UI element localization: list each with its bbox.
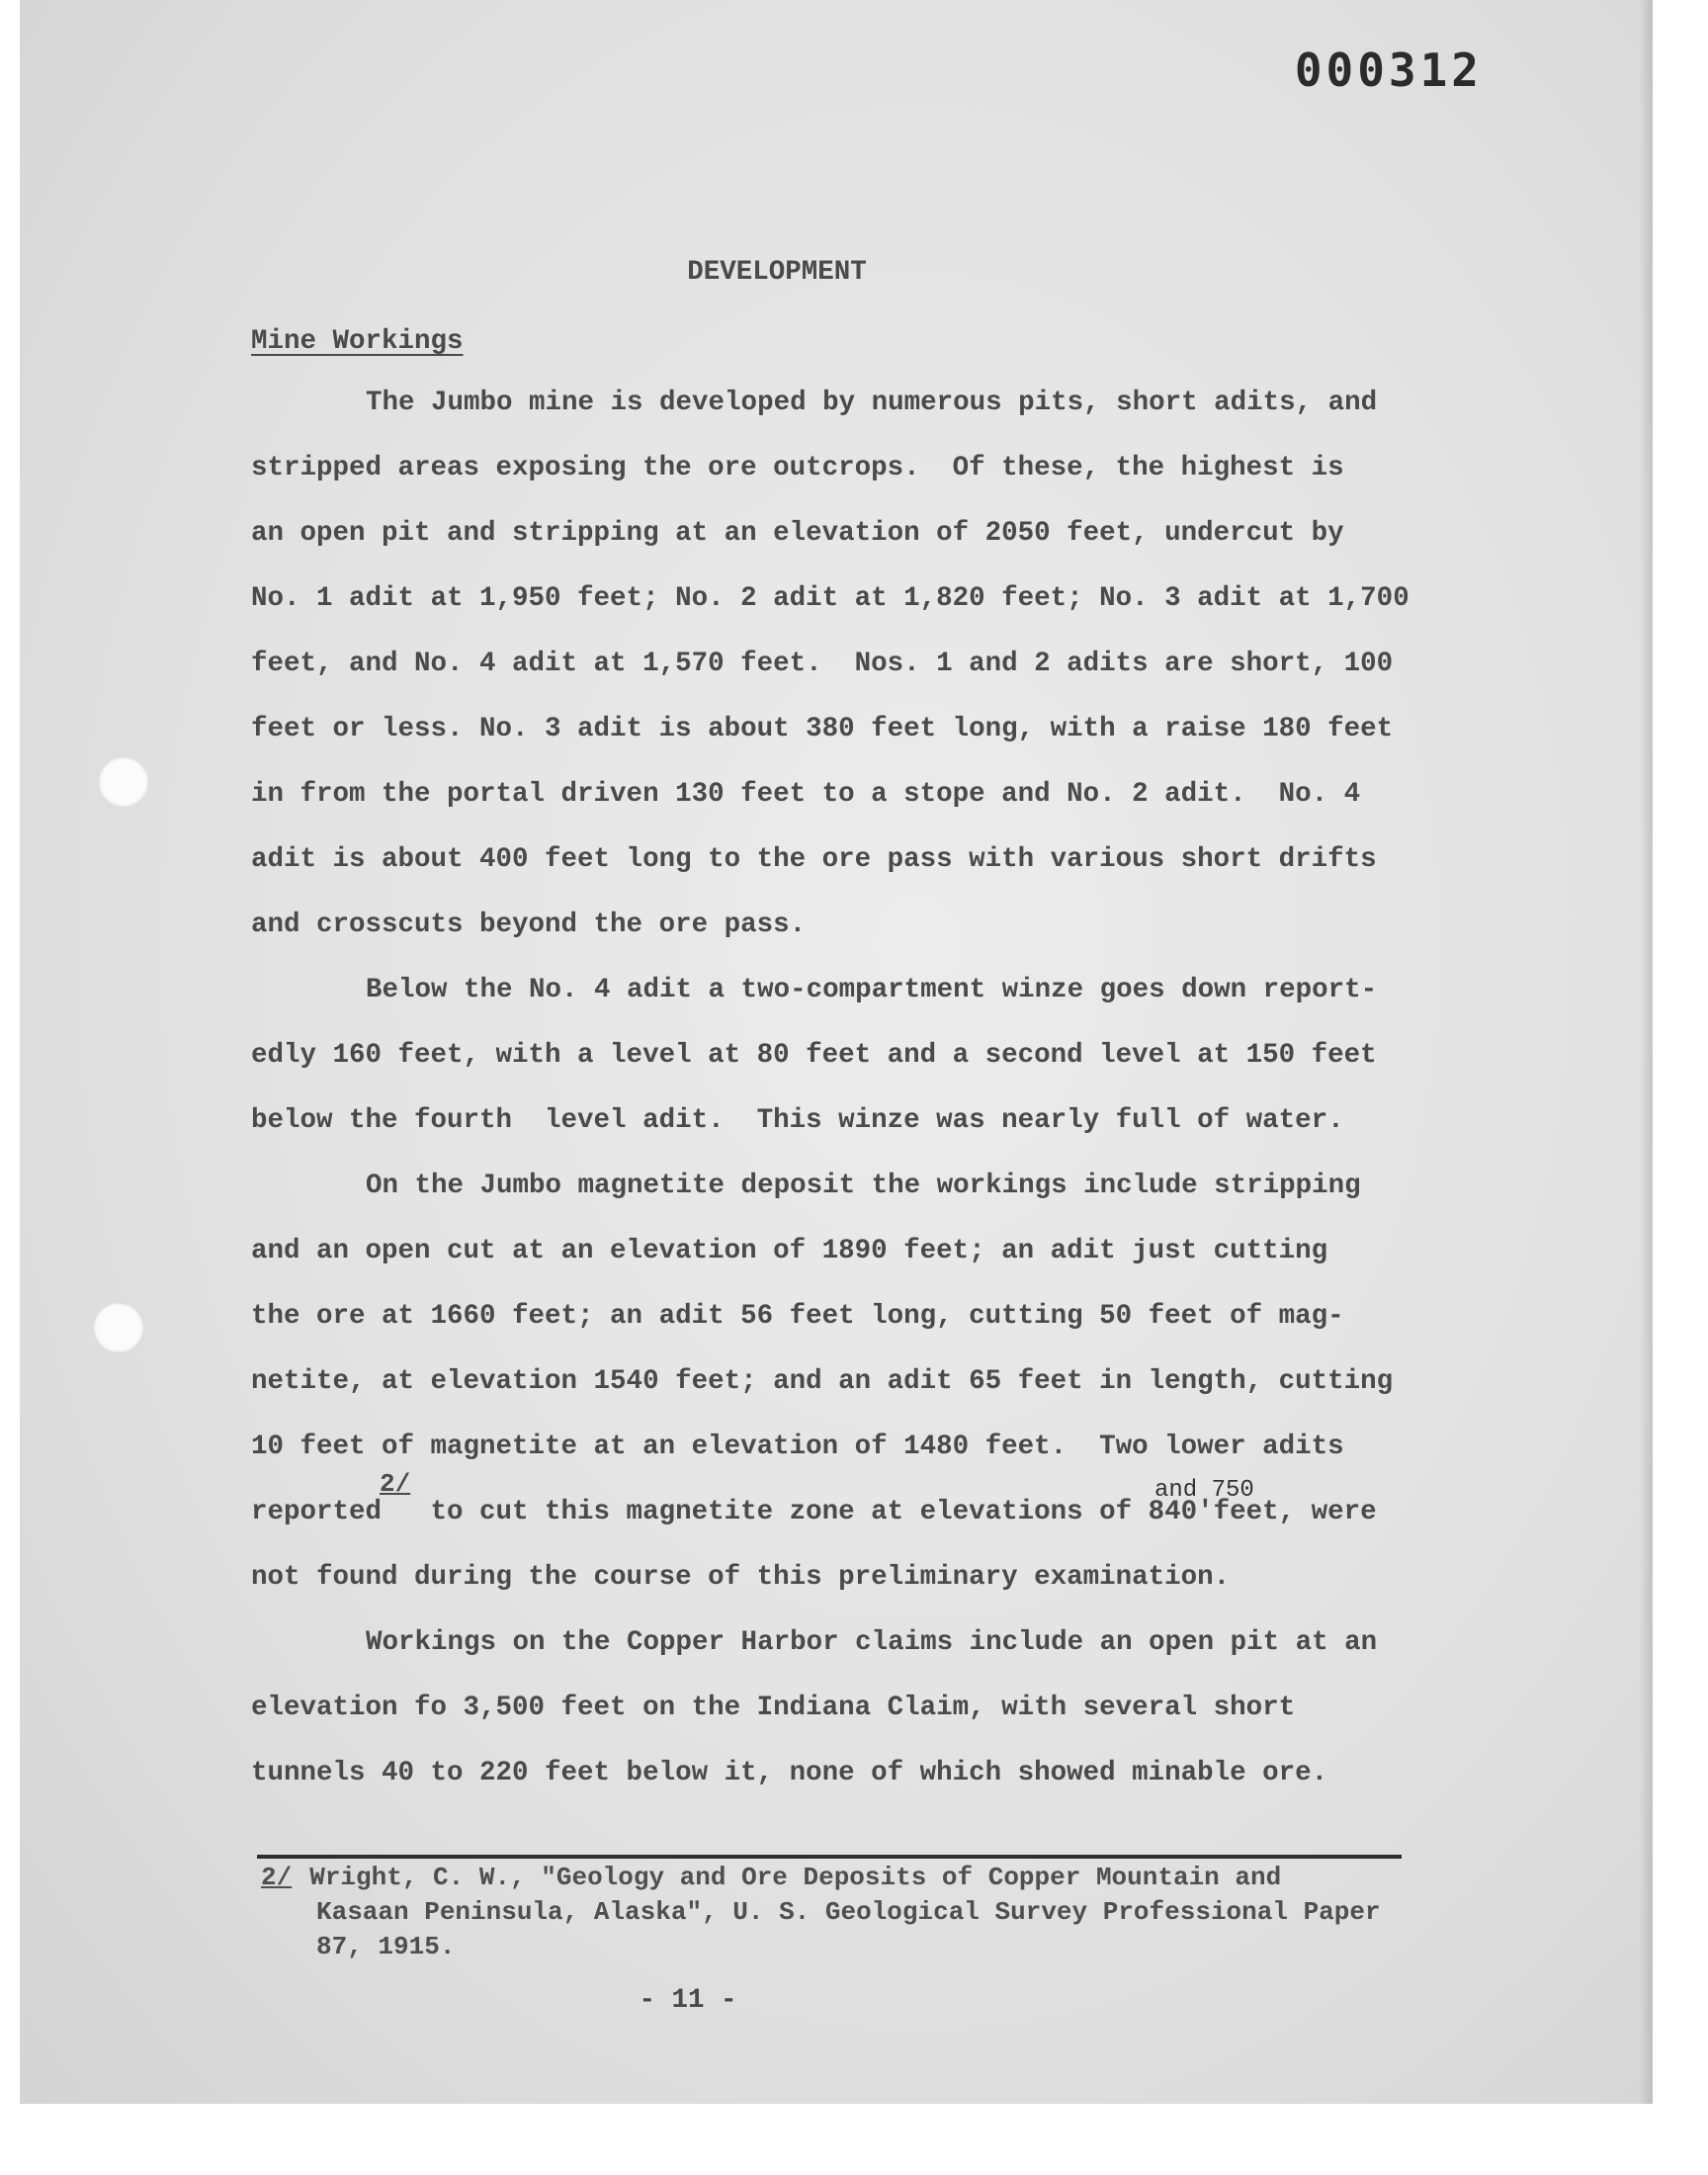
text-line: netite, at elevation 1540 feet; and an adit 65 feet in length, cutting bbox=[251, 1366, 1394, 1397]
text-line: not found during the course of this preliminary examination. bbox=[251, 1562, 1231, 1593]
footnote bbox=[261, 1861, 1496, 1964]
text-line: the ore at 1660 feet; an adit 56 feet long, cutting 50 feet of mag- bbox=[251, 1301, 1344, 1332]
section-heading: DEVELOPMENT bbox=[687, 257, 867, 288]
text-line: reported to cut this magnetite zone at elevations of 840'feet, were bbox=[251, 1497, 1377, 1527]
text-line: below the fourth level adit. This winze was nearly full of water. bbox=[251, 1105, 1344, 1136]
text-line: 10 feet of magnetite at an elevation of 1480 feet. Two lower adits bbox=[251, 1432, 1344, 1462]
text-line: edly 160 feet, with a level at 80 feet and a second level at 150 feet bbox=[251, 1040, 1377, 1071]
body-text bbox=[251, 388, 1437, 1823]
paragraph bbox=[251, 1627, 1437, 1823]
punch-hole bbox=[94, 1303, 143, 1352]
footnote-line: Kasaan Peninsula, Alaska", U. S. Geological Survey Professional Paper bbox=[316, 1897, 1381, 1927]
paragraph bbox=[251, 388, 1437, 975]
footnote-line: 87, 1915. bbox=[316, 1932, 456, 1961]
page-number: - 11 - bbox=[639, 1985, 737, 2016]
text-line: feet or less. No. 3 adit is about 380 feet long, with a raise 180 feet bbox=[251, 714, 1394, 744]
text-line: elevation fo 3,500 feet on the Indiana Claim, with several short bbox=[251, 1693, 1296, 1723]
text-line: No. 1 adit at 1,950 feet; No. 2 adit at 1,820 feet; No. 3 adit at 1,700 bbox=[251, 583, 1409, 614]
footnote-line: Wright, C. W., "Geology and Ore Deposits of Copper Mountain and bbox=[309, 1863, 1282, 1892]
text-line: Workings on the Copper Harbor claims include an open pit at an bbox=[366, 1627, 1378, 1658]
paragraph bbox=[251, 1171, 1437, 1627]
inserted-annotation: and 750 bbox=[1154, 1477, 1254, 1504]
text-line: in from the portal driven 130 feet to a stope and No. 2 adit. No. 4 bbox=[251, 779, 1361, 810]
footnote-divider bbox=[257, 1855, 1402, 1859]
text-line: tunnels 40 to 220 feet below it, none of which showed minable ore. bbox=[251, 1758, 1328, 1788]
text-line: On the Jumbo magnetite deposit the workings include stripping bbox=[366, 1171, 1361, 1201]
text-line: stripped areas exposing the ore outcrops. Of these, the highest is bbox=[251, 453, 1344, 483]
document-number-stamp: 000312 bbox=[1294, 44, 1483, 97]
text-line: and crosscuts beyond the ore pass. bbox=[251, 910, 807, 940]
page-edge-shadow bbox=[1639, 0, 1653, 2104]
text-line: an open pit and stripping at an elevation of 2050 feet, undercut by bbox=[251, 518, 1344, 549]
text-line: and an open cut at an elevation of 1890 feet; an adit just cutting bbox=[251, 1236, 1328, 1266]
punch-hole bbox=[99, 757, 148, 807]
subsection-heading: Mine Workings bbox=[251, 326, 464, 357]
footnote-reference: 2/ bbox=[380, 1469, 411, 1499]
document-page bbox=[20, 0, 1653, 2104]
text-line: The Jumbo mine is developed by numerous pits, short adits, and bbox=[366, 388, 1378, 418]
paragraph bbox=[251, 975, 1437, 1171]
footnote-marker: 2/ bbox=[261, 1863, 293, 1892]
text-line: feet, and No. 4 adit at 1,570 feet. Nos. 1 and 2 adits are short, 100 bbox=[251, 649, 1394, 679]
text-line: Below the No. 4 adit a two-compartment winze goes down report- bbox=[366, 975, 1378, 1005]
text-line: adit is about 400 feet long to the ore pass with various short drifts bbox=[251, 844, 1377, 875]
